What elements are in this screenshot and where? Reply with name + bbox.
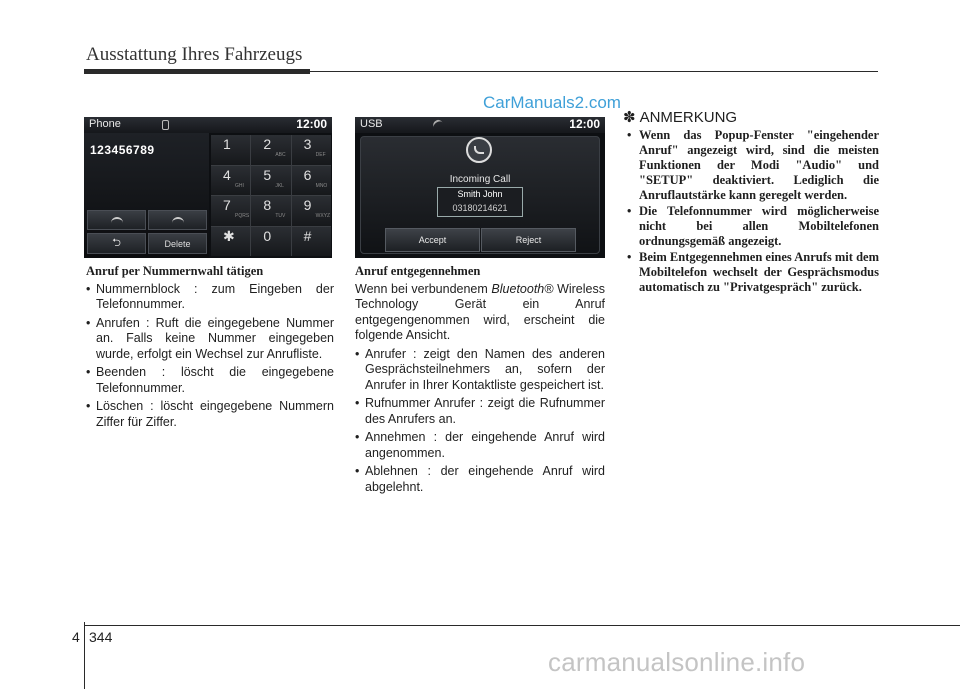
footer-divider xyxy=(84,622,85,689)
back-arrow-icon: ⮌ xyxy=(112,237,121,249)
bluetooth-brand: Bluetooth® xyxy=(491,281,554,296)
screen-title: Phone xyxy=(89,118,121,130)
delete-button[interactable]: Delete xyxy=(148,233,207,254)
clock: 12:00 xyxy=(296,117,327,131)
note-box xyxy=(623,110,879,296)
list-item: • Ablehnen : der eingehende Anruf wird abgelehnt. xyxy=(355,464,605,495)
reject-button[interactable]: Reject xyxy=(481,228,576,252)
incoming-call-screenshot xyxy=(355,117,605,258)
call-end-row xyxy=(87,210,207,230)
phone-ring-icon xyxy=(466,137,492,163)
note-item: • Beim Entgegennehmen eines Anrufs mit dem Mobiltelefon wechselt der Gesprächsmodus automatisch zu "Privatgespräch" zurück. xyxy=(623,250,879,295)
intro-paragraph: Wenn bei verbundenem Bluetooth® Wireless Technology Gerät ein Anruf entgegengenommen wird, erscheint die folgende Ansicht. xyxy=(355,281,605,342)
column-dialing xyxy=(86,264,334,433)
note-heading: ✽ ANMERKUNG xyxy=(623,109,738,126)
key-3[interactable]: 3 DEF xyxy=(292,135,331,165)
key-star[interactable]: ✱ xyxy=(211,227,250,257)
list-item: • Annehmen : der eingehende Anruf wird angenommen. xyxy=(355,430,605,461)
caller-info xyxy=(437,187,523,217)
clock: 12:00 xyxy=(569,117,600,131)
list-item: • Nummernblock : zum Eingeben der Telefonnummer. xyxy=(86,282,334,313)
section-heading: Anruf entgegennehmen xyxy=(355,264,481,278)
back-delete-row xyxy=(87,233,207,254)
key-9[interactable]: 9 WXYZ xyxy=(292,196,331,226)
caller-name: Smith John xyxy=(457,189,503,199)
call-button[interactable] xyxy=(87,210,146,230)
accept-button[interactable]: Accept xyxy=(385,228,480,252)
phone-call-icon xyxy=(111,217,123,223)
list-item: • Anrufen : Ruft die eingegebene Nummer an. Falls keine Nummer eingegeben wurde, erfolgt ein Wechsel zur Anrufliste. xyxy=(86,316,334,363)
key-hash[interactable]: # xyxy=(292,227,331,257)
key-8[interactable]: 8 TUV xyxy=(251,196,290,226)
incoming-call-label: Incoming Call xyxy=(449,174,511,185)
key-2[interactable]: 2 ABC xyxy=(251,135,290,165)
back-button[interactable] xyxy=(87,233,146,254)
phone-keypad-screenshot xyxy=(84,117,332,258)
watermark-top: CarManuals2.com xyxy=(483,93,621,112)
list-item: • Beenden : löscht die eingegebene Telefonnummer. xyxy=(86,365,334,396)
call-action-buttons xyxy=(385,228,576,252)
column-answering xyxy=(355,264,605,498)
key-7[interactable]: 7 PQRS xyxy=(211,196,250,226)
caller-number: 03180214621 xyxy=(452,203,508,213)
list-item: • Rufnummer Anrufer : zeigt die Rufnummer des Anrufers an. xyxy=(355,396,605,427)
key-1[interactable]: 1 xyxy=(211,135,250,165)
bluetooth-icon xyxy=(162,120,169,130)
status-bar xyxy=(84,117,332,133)
header-rule-thin xyxy=(310,71,878,72)
page-header-title: Ausstattung Ihres Fahrzeugs xyxy=(86,44,303,65)
status-bar xyxy=(355,117,605,133)
page-number: 344 xyxy=(89,629,113,645)
key-6[interactable]: 6 MNO xyxy=(292,166,331,196)
key-4[interactable]: 4 GHI xyxy=(211,166,250,196)
list-item: • Anrufer : zeigt den Namen des anderen Gesprächsteilnehmers an, sofern der Anrufer in Ihrer Kontaktliste gespeichert ist. xyxy=(355,347,605,394)
section-heading: Anruf per Nummernwahl tätigen xyxy=(86,264,264,278)
dialed-number: 123456789 xyxy=(90,143,155,157)
signal-icon xyxy=(431,118,444,131)
list-item: • Löschen : löscht eingegebene Nummern Ziffer für Ziffer. xyxy=(86,399,334,430)
note-item: • Die Telefonnummer wird möglicherweise nicht bei allen Mobiltelefonen ordnungsgemäß angezeigt. xyxy=(623,204,879,249)
source-label: USB xyxy=(360,118,383,130)
note-star-icon: ✽ xyxy=(623,109,636,126)
key-0[interactable]: 0 xyxy=(251,227,290,257)
chapter-number: 4 xyxy=(72,629,80,645)
key-5[interactable]: 5 JKL xyxy=(251,166,290,196)
header-rule xyxy=(84,69,310,74)
footer-rule xyxy=(84,625,960,626)
end-call-button[interactable] xyxy=(148,210,207,230)
keypad xyxy=(211,135,331,256)
phone-end-icon xyxy=(172,217,184,223)
watermark-bottom: carmanualsonline.info xyxy=(548,647,806,677)
note-item: • Wenn das Popup-Fenster "eingehender Anruf" angezeigt wird, sind die meisten Funktionen der Modi "Audio" und "SETUP" deaktiviert. Lediglich die Anruflautstärke kann geregelt werden. xyxy=(623,128,879,203)
